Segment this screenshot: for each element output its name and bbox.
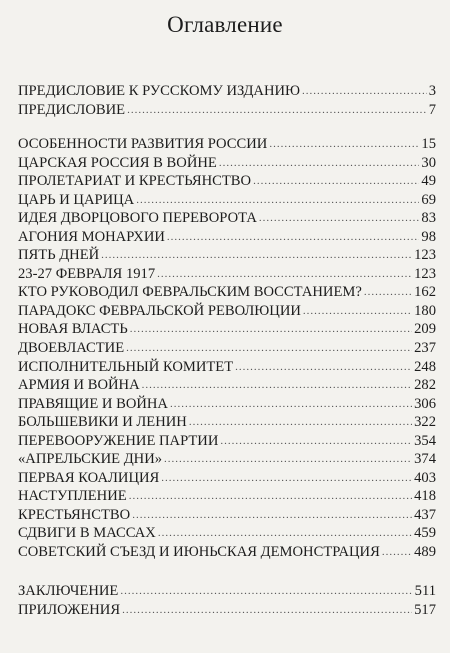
- page-title: Оглавление: [167, 12, 283, 37]
- toc-entry: [18, 582, 436, 601]
- toc-entry: [18, 524, 436, 543]
- dot-leader: [269, 135, 419, 154]
- toc-entry: [18, 506, 436, 525]
- dot-leader: [302, 82, 427, 101]
- toc-entry: [18, 395, 436, 414]
- toc-entry: [18, 339, 436, 358]
- toc-entry: [18, 601, 436, 620]
- dot-leader: [161, 469, 412, 488]
- toc-entry-page-number: 180: [414, 302, 436, 319]
- toc-entry-title: КРЕСТЬЯНСТВО: [18, 506, 131, 523]
- toc-entry-title: БОЛЬШЕВИКИ И ЛЕНИН: [18, 414, 187, 431]
- toc-entry: [18, 320, 436, 339]
- dot-leader: [259, 209, 420, 228]
- dot-leader: [382, 543, 412, 562]
- toc-entry-title: ЗАКЛЮЧЕНИЕ: [18, 583, 119, 599]
- dot-leader: [364, 283, 412, 302]
- toc-entry-title: КТО РУКОВОДИЛ ФЕВРАЛЬСКИМ ВОССТАНИЕМ?: [18, 284, 362, 301]
- toc-entry-page-number: 403: [414, 469, 436, 486]
- toc-entry-page-number: 3: [428, 83, 436, 99]
- toc-entry-title: ПРЕДИСЛОВИЕ К РУССКОМУ ИЗДАНИЮ: [18, 83, 301, 99]
- toc-entry-title: ПРАВЯЩИЕ И ВОЙНА: [18, 395, 168, 412]
- toc-entry: [18, 228, 436, 247]
- toc-entry-title: ЦАРСКАЯ РОССИЯ В ВОЙНЕ: [18, 154, 217, 171]
- toc-entry: [18, 265, 436, 284]
- toc-entry: [18, 302, 436, 321]
- toc-entry: [18, 413, 436, 432]
- dot-leader: [219, 154, 420, 173]
- dot-leader: [253, 172, 419, 191]
- toc-entry: [18, 450, 436, 469]
- dot-leader: [120, 582, 412, 601]
- toc-entry-title: «АПРЕЛЬСКИЕ ДНИ»: [18, 451, 163, 468]
- toc-entry-page-number: 459: [414, 525, 436, 542]
- toc-entry: [18, 469, 436, 488]
- toc-entry: [18, 432, 436, 451]
- toc-entry-page-number: 49: [421, 173, 436, 190]
- toc-entry: [18, 376, 436, 395]
- toc-entry-page-number: 83: [421, 210, 436, 227]
- dot-leader: [303, 302, 412, 321]
- toc-entry-page-number: 437: [414, 506, 436, 523]
- toc-entry-page-number: 248: [414, 358, 436, 375]
- toc-entry: [18, 543, 436, 562]
- toc-entry-page-number: 123: [414, 247, 436, 264]
- dot-leader: [189, 413, 412, 432]
- toc-entry-title: АГОНИЯ МОНАРХИИ: [18, 228, 165, 245]
- toc-entry-page-number: 306: [414, 395, 436, 412]
- toc-entry-title: ОСОБЕННОСТИ РАЗВИТИЯ РОССИИ: [18, 136, 268, 152]
- dot-leader: [130, 320, 412, 339]
- toc-group-front-matter: [18, 82, 436, 119]
- toc-entry-title: ЦАРЬ И ЦАРИЦА: [18, 191, 135, 208]
- toc-entry: [18, 135, 436, 154]
- toc-entry-page-number: 15: [421, 136, 436, 152]
- dot-leader: [157, 265, 412, 284]
- toc-entry-title: СДВИГИ В МАССАХ: [18, 525, 156, 542]
- toc-entry-title: ПЯТЬ ДНЕЙ: [18, 247, 100, 264]
- toc-entry-page-number: 418: [414, 488, 436, 505]
- dot-leader: [167, 228, 420, 247]
- dot-leader: [126, 339, 412, 358]
- toc-entry: [18, 283, 436, 302]
- toc-entry-title: ИДЕЯ ДВОРЦОВОГО ПЕРЕВОРОТА: [18, 210, 257, 227]
- toc-entry: [18, 209, 436, 228]
- toc-entry: [18, 172, 436, 191]
- dot-leader: [220, 432, 412, 451]
- toc-entry-title: ДВОЕВЛАСТИЕ: [18, 340, 125, 357]
- toc-group-back-matter: [18, 582, 436, 619]
- toc-entry-page-number: 517: [414, 601, 436, 618]
- toc-entry: [18, 358, 436, 377]
- toc-entry: [18, 191, 436, 210]
- toc-entry: [18, 487, 436, 506]
- toc-entry-title: НОВАЯ ВЛАСТЬ: [18, 321, 128, 338]
- dot-leader: [101, 246, 412, 265]
- toc-group-chapters: [18, 135, 436, 562]
- toc-entry-title: ПАРАДОКС ФЕВРАЛЬСКОЙ РЕВОЛЮЦИИ: [18, 302, 301, 319]
- toc-entry: [18, 154, 436, 173]
- toc-entry-title: НАСТУПЛЕНИЕ: [18, 488, 127, 505]
- toc-entry-page-number: 123: [414, 265, 436, 282]
- toc-entry-title: ПЕРВАЯ КОАЛИЦИЯ: [18, 469, 160, 486]
- toc-entry-page-number: 511: [414, 583, 436, 599]
- toc-entry-page-number: 237: [414, 340, 436, 357]
- toc-entry-title: ПРЕДИСЛОВИЕ: [18, 101, 126, 118]
- toc-entry-title: АРМИЯ И ВОЙНА: [18, 377, 140, 394]
- toc-entry-page-number: 98: [421, 228, 436, 245]
- dot-leader: [132, 506, 412, 525]
- toc-entry: [18, 82, 436, 101]
- toc-entry: [18, 101, 436, 120]
- toc-entry-title: ПРОЛЕТАРИАТ И КРЕСТЬЯНСТВО: [18, 173, 252, 190]
- toc-entry-title: ПРИЛОЖЕНИЯ: [18, 601, 121, 618]
- toc-entry-title: СОВЕТСКИЙ СЪЕЗД И ИЮНЬСКАЯ ДЕМОНСТРАЦИЯ: [18, 544, 380, 561]
- toc-entry-page-number: 162: [414, 284, 436, 301]
- toc-entry-title: ПЕРЕВООРУЖЕНИЕ ПАРТИИ: [18, 432, 219, 449]
- toc-entry-page-number: 209: [414, 321, 436, 338]
- dot-leader: [129, 487, 412, 506]
- toc-entry-title: 23-27 ФЕВРАЛЯ 1917: [18, 265, 156, 282]
- toc-entry-page-number: 354: [414, 432, 436, 449]
- toc-entry-page-number: 489: [414, 544, 436, 561]
- toc-entry-page-number: 374: [414, 451, 436, 468]
- dot-leader: [122, 601, 412, 620]
- toc-entry-page-number: 30: [421, 154, 436, 171]
- toc-entry-page-number: 69: [421, 191, 436, 208]
- toc-entry-page-number: 282: [414, 377, 436, 394]
- toc-entry: [18, 246, 436, 265]
- dot-leader: [142, 376, 412, 395]
- toc-entry-page-number: 7: [428, 101, 436, 118]
- dot-leader: [235, 358, 412, 377]
- dot-leader: [164, 450, 412, 469]
- toc-entry-title: ИСПОЛНИТЕЛЬНЫЙ КОМИТЕТ: [18, 358, 234, 375]
- dot-leader: [136, 191, 419, 210]
- toc-entry-page-number: 322: [414, 414, 436, 431]
- dot-leader: [158, 524, 412, 543]
- dot-leader: [170, 395, 412, 414]
- dot-leader: [127, 101, 427, 120]
